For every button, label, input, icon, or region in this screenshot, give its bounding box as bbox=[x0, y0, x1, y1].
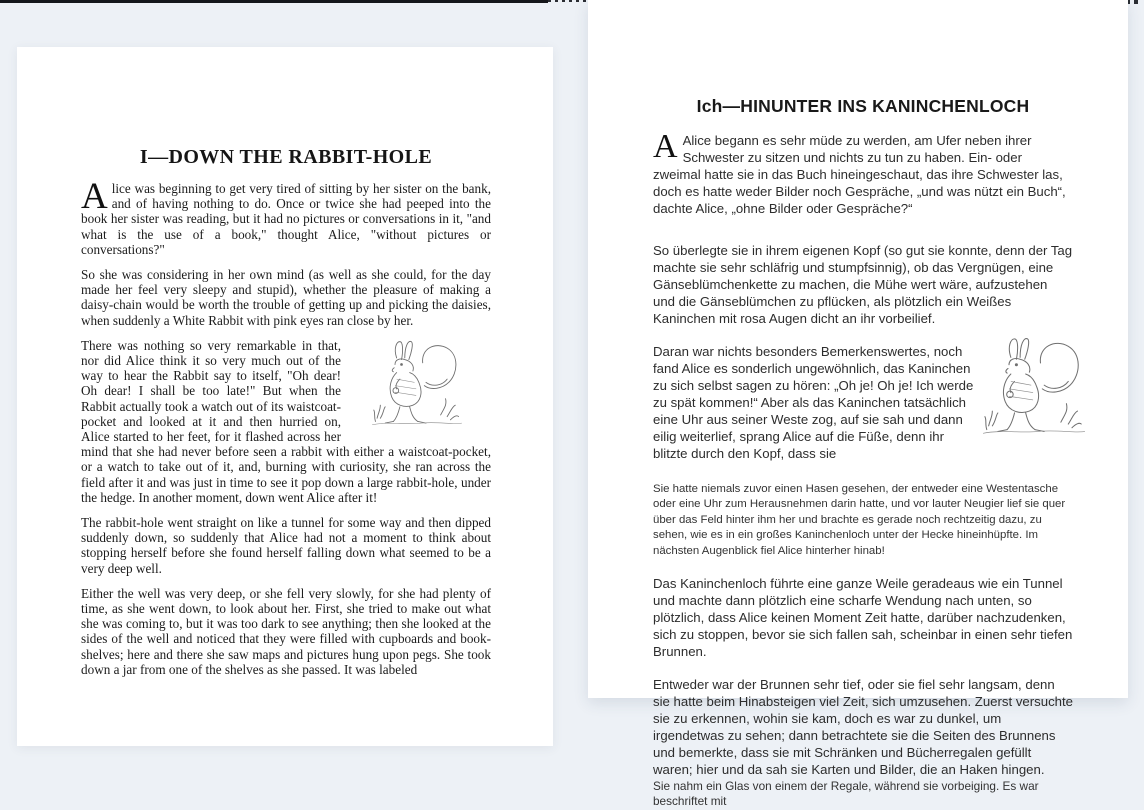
paragraph-german-1 bbox=[653, 128, 1073, 217]
clipped-element-dots bbox=[1126, 0, 1144, 4]
chapter-title-german: Ich—HINUNTER INS KANINCHENLOCH bbox=[696, 96, 1030, 116]
paragraph-text: There was nothing so very remarkable in that, nor did Alice think it so very much out of the way to hear the Rabbit say to itself, "Oh dear! Oh dear! I shall be too late!" But when the Rabbit actually took a watch out of its waistcoat-pocket and looked at it and then hurried on, Alice started to her feet, for it flashed across her mind that she had never before seen a rabbit with either a waistcoat-pocket, or a watch to take out of it, and, burning with curiosity, she ran across the field after it and was just in time to see it pop down a large rabbit-hole, under the hedge. In another moment, down went Alice after it! bbox=[81, 337, 491, 505]
paragraph-text: Alice begann es sehr müde zu werden, am Ufer neben ihrer Schwester zu sitzen und nichts zu tun zu haben. Ein- oder zweimal hatte sie in das Buch hineingeschaut, das ihre Schwester las, doch es hatte weder Bilder noch Gespräche, „und was nützt ein Buch“, dachte Alice, „ohne Bilder oder Gespräche?“ bbox=[653, 133, 1066, 216]
paragraph-text: lice was beginning to get very tired of sitting by her sister on the bank, and of having nothing to do. Once or twice she had peeped into the book her sister was reading, but it had no pictures or conversations in it, "and what is the use of a book," thought Alice, "without pictures or conversations?" bbox=[81, 181, 491, 257]
paragraph-german-6 bbox=[653, 676, 1073, 778]
paragraph-german-5 bbox=[653, 575, 1073, 660]
paragraph-text: So überlegte sie in ihrem eigenen Kopf (so gut sie konnte, denn der Tag machte sie sehr schläfrig und stumpfsinnig), ob das Vergnügen, eine Gänseblümchenkette zu machen, die Mühe wert wäre, aufzustehen und die Gänseblümchen zu pflücken, als plötzlich ein Weißes Kaninchen mit rosa Augen dicht an ihr vorbeilief. bbox=[653, 243, 1073, 326]
paragraph-german-3 bbox=[653, 343, 1073, 462]
paragraph-text: The rabbit-hole went straight on like a tunnel for some way and then dipped suddenly down, so suddenly that Alice had not a moment to think about stopping herself before she found herself falling down what seemed to be a very deep well. bbox=[81, 515, 491, 576]
white-rabbit-illustration-icon bbox=[347, 340, 491, 428]
paragraph-text: So she was considering in her own mind (as well as she could, for the day made her feel very sleepy and stupid), whether the pleasure of making a daisy-chain would be worth the trouble of getting up and picking the daisies, when suddenly a White Rabbit with pink eyes ran close by her. bbox=[81, 267, 491, 328]
paragraph-english-3 bbox=[81, 338, 491, 505]
paragraph-german-4-small bbox=[653, 482, 1073, 559]
drop-cap-german: A bbox=[653, 128, 678, 165]
paragraph-english-4 bbox=[81, 515, 491, 576]
paragraph-text: Sie nahm ein Glas von einem der Regale, während sie vorbeiging. Es war beschriftet mit bbox=[653, 779, 1039, 809]
paragraph-text: Sie hatte niemals zuvor einen Hasen gesehen, der entweder eine Westentasche oder eine Uhr zum Herausnehmen darin hatte, und vor lauter Neugier lief sie quer über das Feld hinter ihm her und brachte es gerade noch rechtzeitig dazu, zu sehen, wie es in ein großes Kaninchenloch unter der Hecke hineinhüpfte. Im nächsten Augenblick fiel Alice hinterher hinab! bbox=[653, 483, 1066, 557]
paragraph-german-6-tail-small bbox=[653, 779, 1073, 810]
chapter-title-english: I—DOWN THE RABBIT-HOLE bbox=[139, 146, 433, 168]
drop-cap-english: A bbox=[81, 176, 108, 217]
paragraph-english-2 bbox=[81, 267, 491, 328]
page-german bbox=[588, 0, 1128, 809]
paragraph-text: Das Kaninchenloch führte eine ganze Weile geradeaus wie ein Tunnel und machte dann plötzlich eine scharfe Wendung nach unten, so plötzlich, dass Alice keinen Moment Zeit hatte, darüber nachzudenken, sich zu stoppen, bevor sie sich fallen sah, scheinbar in einen sehr tiefen Brunnen. bbox=[653, 576, 1073, 660]
paragraph-text: Either the well was very deep, or she fell very slowly, for she had plenty of time, as she went down, to look about her. First, she tried to make out what she was coming to, but it was too dark to see anything; then she looked at the sides of the well and noticed that they were filled with cupboards and book-shelves; here and there she saw maps and pictures hung upon pegs. She took down a jar from one of the shelves as she passed. It was labeled bbox=[81, 585, 491, 677]
paragraph-english-5 bbox=[81, 586, 491, 677]
paragraph-text: Daran war nichts besonders Bemerkenswertes, noch fand Alice es sonderlich ungewöhnlich, das Kaninchen zu sich selbst sagen zu hören: „Oh je! Oh je! Ich werde zu spät kommen!“ Aber als das Kaninchen tatsächlich eine Uhr aus seiner Weste zog, auf sie sah und dann eilig weiterlief, sprang Alice auf die Füße, denn ihr blitzte durch den Kopf, dass sie bbox=[653, 344, 974, 461]
white-rabbit-illustration-icon bbox=[987, 343, 1073, 441]
clipped-window-edge bbox=[0, 0, 548, 3]
paragraph-text: Entweder war der Brunnen sehr tief, oder sie fiel sehr langsam, denn sie hatte beim Hinabsteigen viel Zeit, sich umzusehen. Zuerst versuchte sie zu erkennen, wohin sie kam, doch es war zu dunkel, um irgendetwas zu sehen; dann betrachtete sie die Seiten des Brunnens und bemerkte, dass sie mit Schränken und Bücherregalen gefüllt waren; hier und da sah sie Karten und Bilder, die an Haken hingen. bbox=[653, 677, 1074, 778]
paragraph-german-2 bbox=[653, 242, 1073, 327]
page-english bbox=[17, 47, 553, 746]
clipped-window-edge-fragments bbox=[548, 0, 586, 2]
paragraph-english-1 bbox=[81, 176, 491, 257]
